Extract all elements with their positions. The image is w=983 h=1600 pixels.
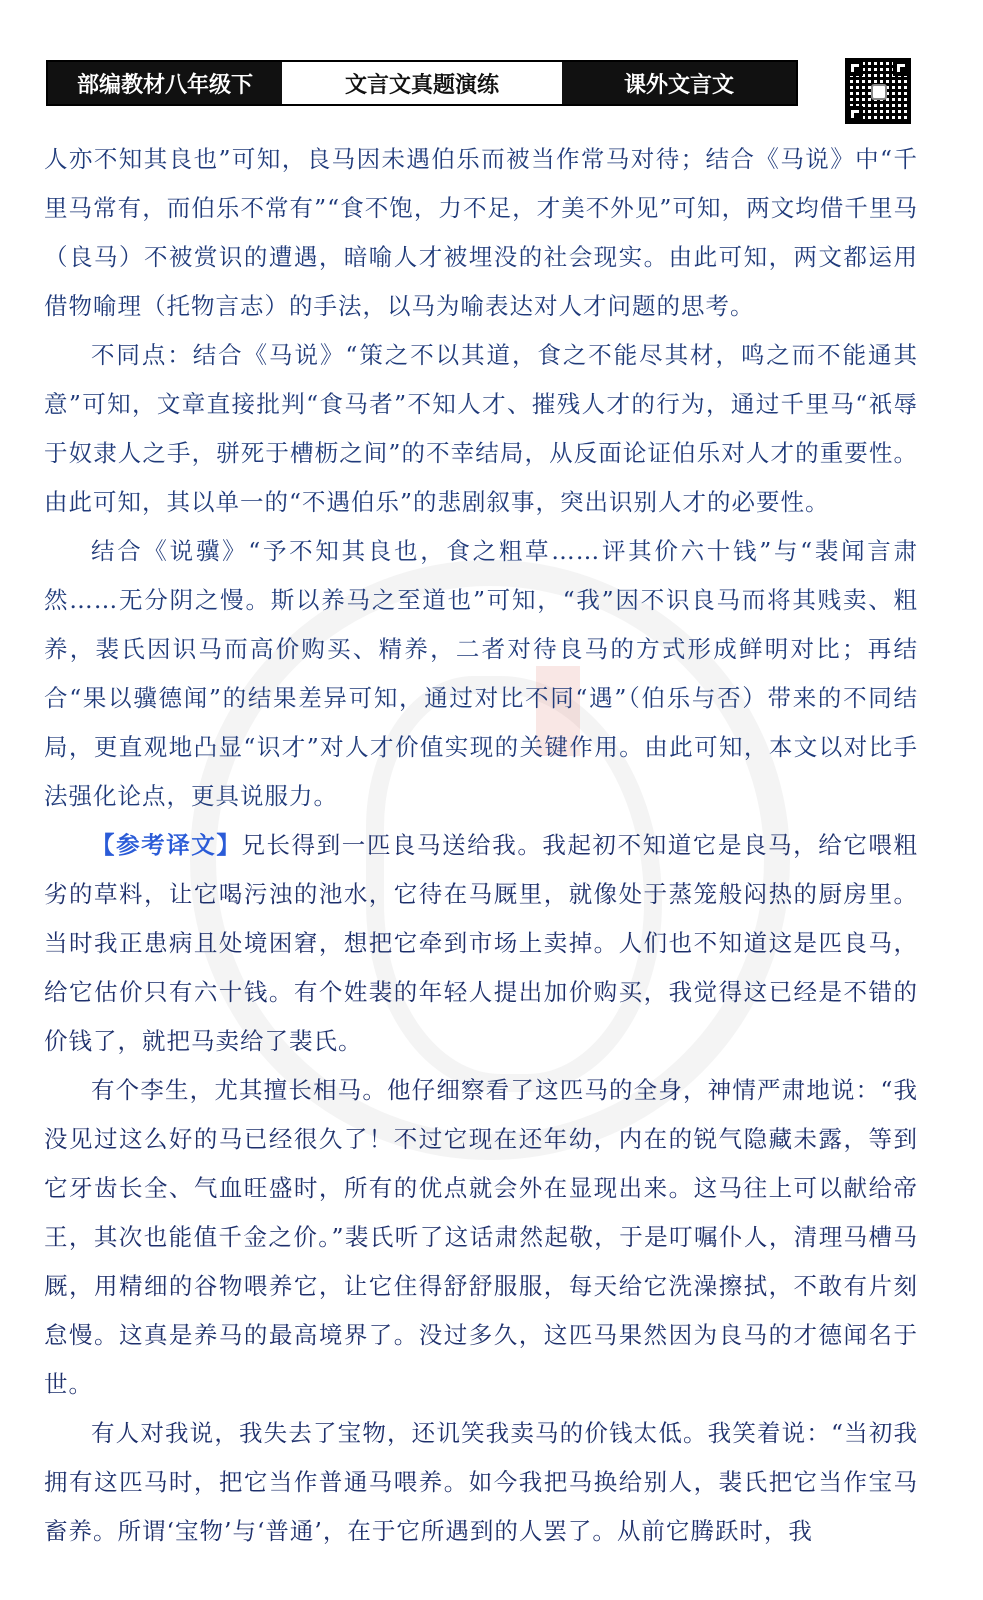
translation-paragraph: 有个李生，尤其擅长相马。他仔细察看了这匹马的全身，神情严肃地说：“我没见过这么好的马已经很久了！不过它现在还年幼，内在的锐气隐藏未露，等到它牙齿长全、气血旺盛时，所有的优点就会外在显现出来。这马往上可以献给帝王，其次也能值千金之价。”裴氏听了这话肃然起敬，于是叮嘱仆人，清理马槽马厩，用精细的谷物喂养它，让它住得舒舒服服，每天给它洗澡擦拭，不敢有片刻怠慢。这真是养马的最高境界了。没过多久，这匹马果然因为良马的才德闻名于世。 [44,1076,918,1398]
translation-paragraph: 有人对我说，我失去了宝物，还讥笑我卖马的价钱太低。我笑着说：“当初我拥有这匹马时，把它当作普通马喂养。如今我把马换给别人，裴氏把它当作宝马畜养。所谓‘宝物’与‘普通’，在于它所遇到的人罢了。从前它腾跃时，我 [44,1419,918,1545]
header-bar [46,60,798,106]
paragraph: 人亦不知其良也”可知，良马因未遇伯乐而被当作常马对待；结合《马说》中“千里马常有，而伯乐不常有”“食不饱，力不足，才美不外见”可知，两文均借千里马（良马）不被赏识的遭遇，暗喻人才被埋没的社会现实。由此可知，两文都运用借物喻理（托物言志）的手法，以马为喻表达对人才问题的思考。 [44,145,918,320]
header-section-title: 文言文真题演练 [282,62,562,104]
translation-text: 兄长得到一匹良马送给我。我起初不知道它是良马，给它喂粗劣的草料，让它喝污浊的池水，它待在马厩里，就像处于蒸笼般闷热的厨房里。当时我正患病且处境困窘，想把它牵到市场上卖掉。人们也不知道这是匹良马，给它估价只有六十钱。有个姓裴的年轻人提出加价购买，我觉得这已经是不错的价钱了，就把马卖给了裴氏。 [44,831,918,1055]
paragraph: 结合《说骥》“予不知其良也，食之粗草……评其价六十钱”与“裴闻言肃然……无分阴之慢。斯以养马之至道也”可知，“我”因不识良马而将其贱卖、粗养，裴氏因识马而高价购买、精养，二者对待良马的方式形成鲜明对比；再结合“果以骥德闻”的结果差异可知，通过对比不同“遇”（伯乐与否）带来的不同结局，更直观地凸显“识才”对人才价值实现的关键作用。由此可知，本文以对比手法强化论点，更具说服力。 [44,537,918,810]
header-category-label: 课外文言文 [562,62,796,104]
main-text [44,135,918,1556]
qr-code-icon[interactable] [845,58,911,124]
translation-paragraph [44,821,918,1066]
paragraph: 不同点：结合《马说》“策之不以其道，食之不能尽其材，鸣之而不能通其意”可知，文章直接批判“食马者”不知人才、摧残人才的行为，通过千里马“祇辱于奴隶人之手，骈死于槽枥之间”的不幸结局，从反面论证伯乐对人才的重要性。由此可知，其以单一的“不遇伯乐”的悲剧叙事，突出识别人才的必要性。 [44,341,918,516]
header-textbook-label: 部编教材八年级下 [48,62,282,104]
translation-tag: 【参考译文】 [91,831,242,859]
